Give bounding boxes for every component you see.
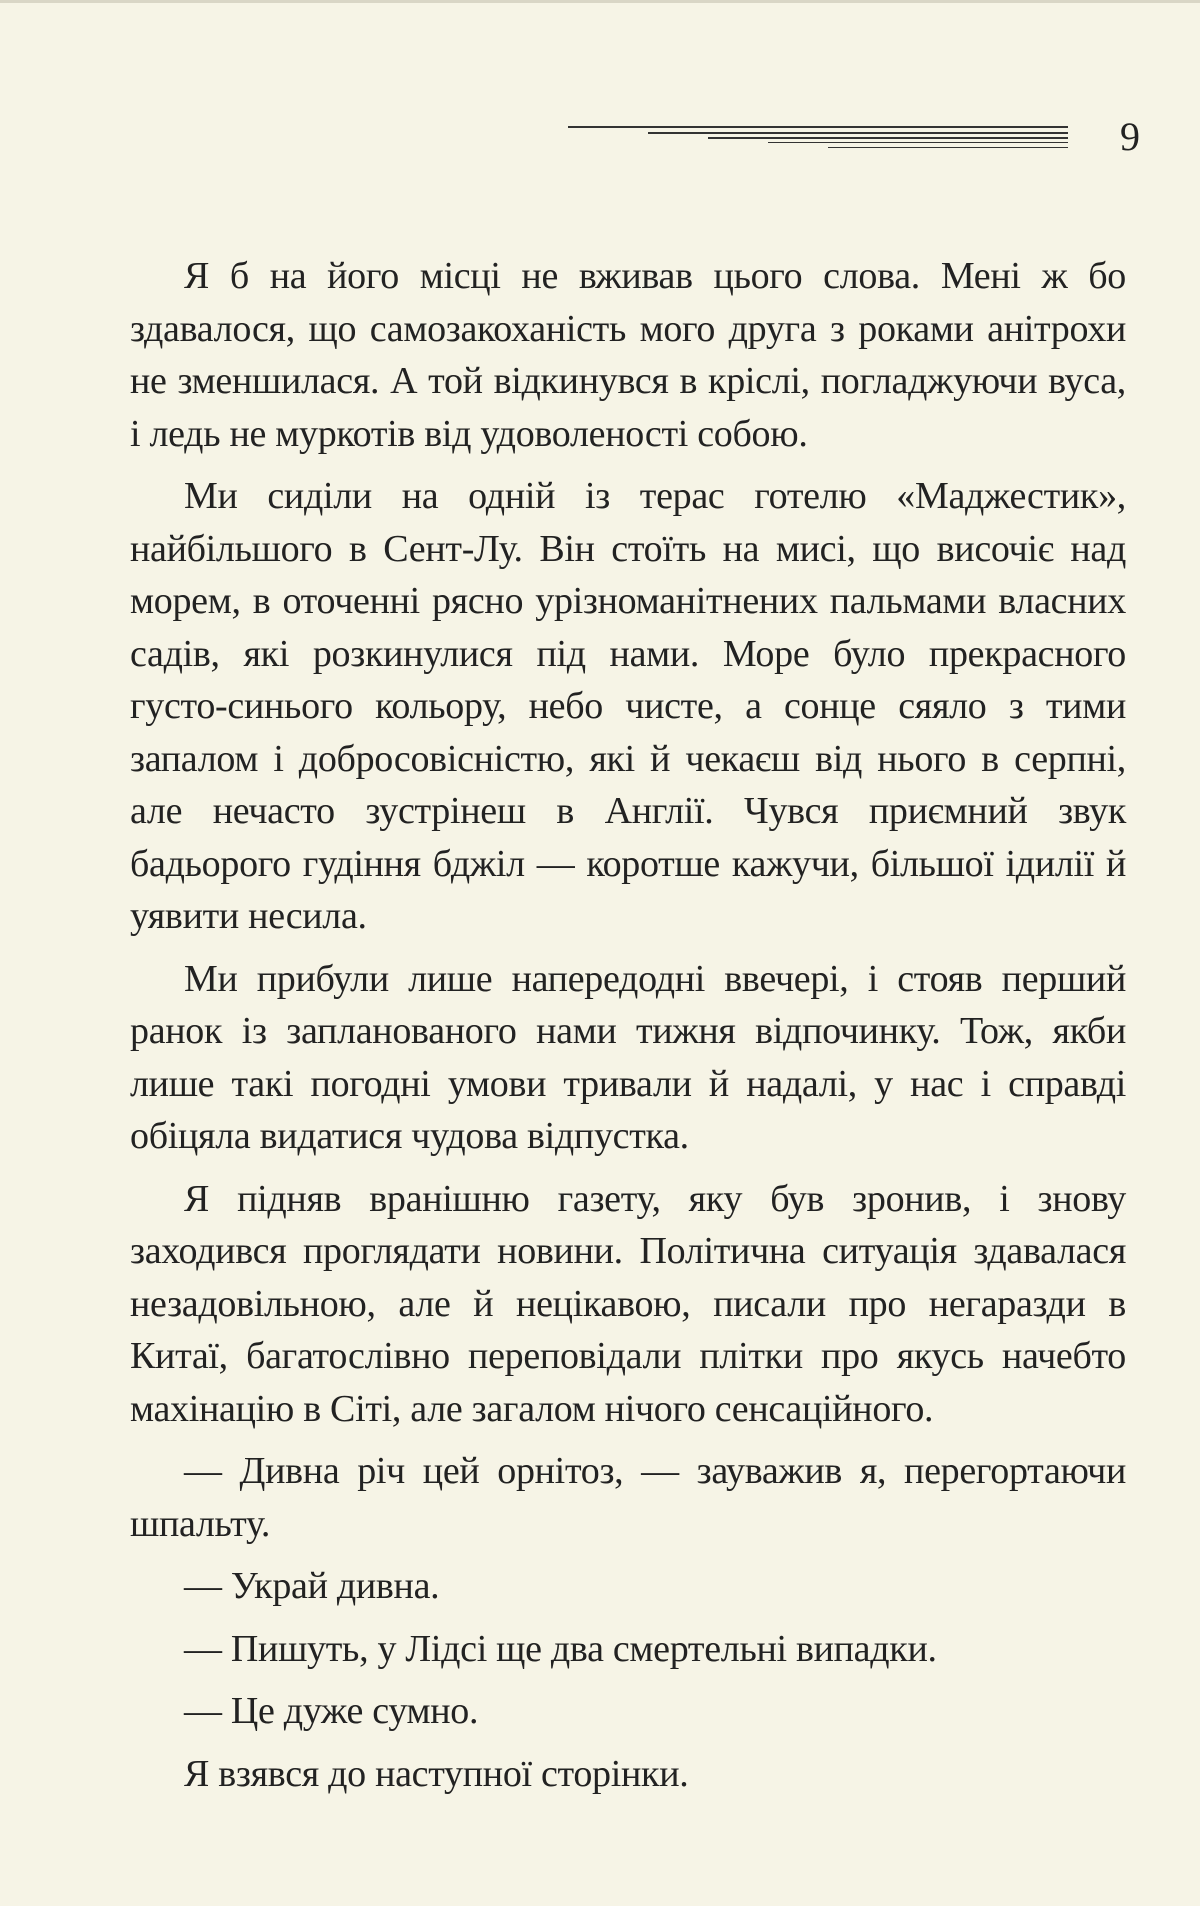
paragraph: Ми сиділи на одній із терас готелю «Маджестик», найбільшого в Сент-Лу. Він стоїть на мисі, що височіє над морем, в оточенні рясно урізноманітнених пальмами власних садів, які розкинулися під нами. Море було прекрасного густо-синього кольору, небо чисте, а сонце сяяло з тими запалом і добросовісністю, які й чекаєш від нього в серпні, але нечасто зустрінеш в Англії. Чувся приємний звук бадьорого гудіння бджіл — коротше кажучи, більшої ідилії й уявити несила. bbox=[130, 475, 1126, 937]
running-header bbox=[580, 112, 1140, 162]
header-rule bbox=[828, 147, 1068, 148]
dialogue-line: — Дивна річ цей орнітоз, — зауважив я, перегортаючи шпальту. bbox=[130, 1450, 1126, 1545]
dialogue-line: — Украй дивна. bbox=[184, 1565, 440, 1607]
header-rule bbox=[708, 137, 1068, 139]
paragraph: Я взявся до наступної сторінки. bbox=[184, 1752, 689, 1795]
page-number: 9 bbox=[1120, 114, 1140, 159]
header-rule bbox=[768, 142, 1068, 143]
header-rule bbox=[648, 132, 1068, 134]
dialogue-line: — Це дуже сумно. bbox=[184, 1690, 479, 1732]
body-text bbox=[130, 250, 1126, 1800]
header-rule bbox=[568, 126, 1068, 128]
paragraph: Ми прибули лише напередодні ввечері, і стояв перший ранок із запланованого нами тижня відпочинку. Тож, якби лише такі погодні умови тривали й надалі, у нас і справді обіцяла видатися чудова відпустка. bbox=[130, 957, 1126, 1157]
paragraph: Я б на його місці не вживав цього слова. Мені ж бо здавалося, що самозакоханість мого друга з роками анітрохи не зменшилася. А той відкинувся в кріслі, погладжуючи вуса, і ледь не муркотів від удоволеності собою. bbox=[130, 255, 1126, 455]
dialogue-line: — Пишуть, у Лідсі ще два смертельні випадки. bbox=[184, 1627, 937, 1670]
page-top-edge bbox=[0, 0, 1200, 3]
paragraph: Я підняв вранішню газету, яку був зронив, і знову заходився проглядати новини. Політична ситуація здавалася незадовільною, але й нецікавою, писали про негаразди в Китаї, багатослівно переповідали плітки про якусь начебто махінацію в Сіті, але загалом нічого сенсаційного. bbox=[130, 1177, 1126, 1430]
